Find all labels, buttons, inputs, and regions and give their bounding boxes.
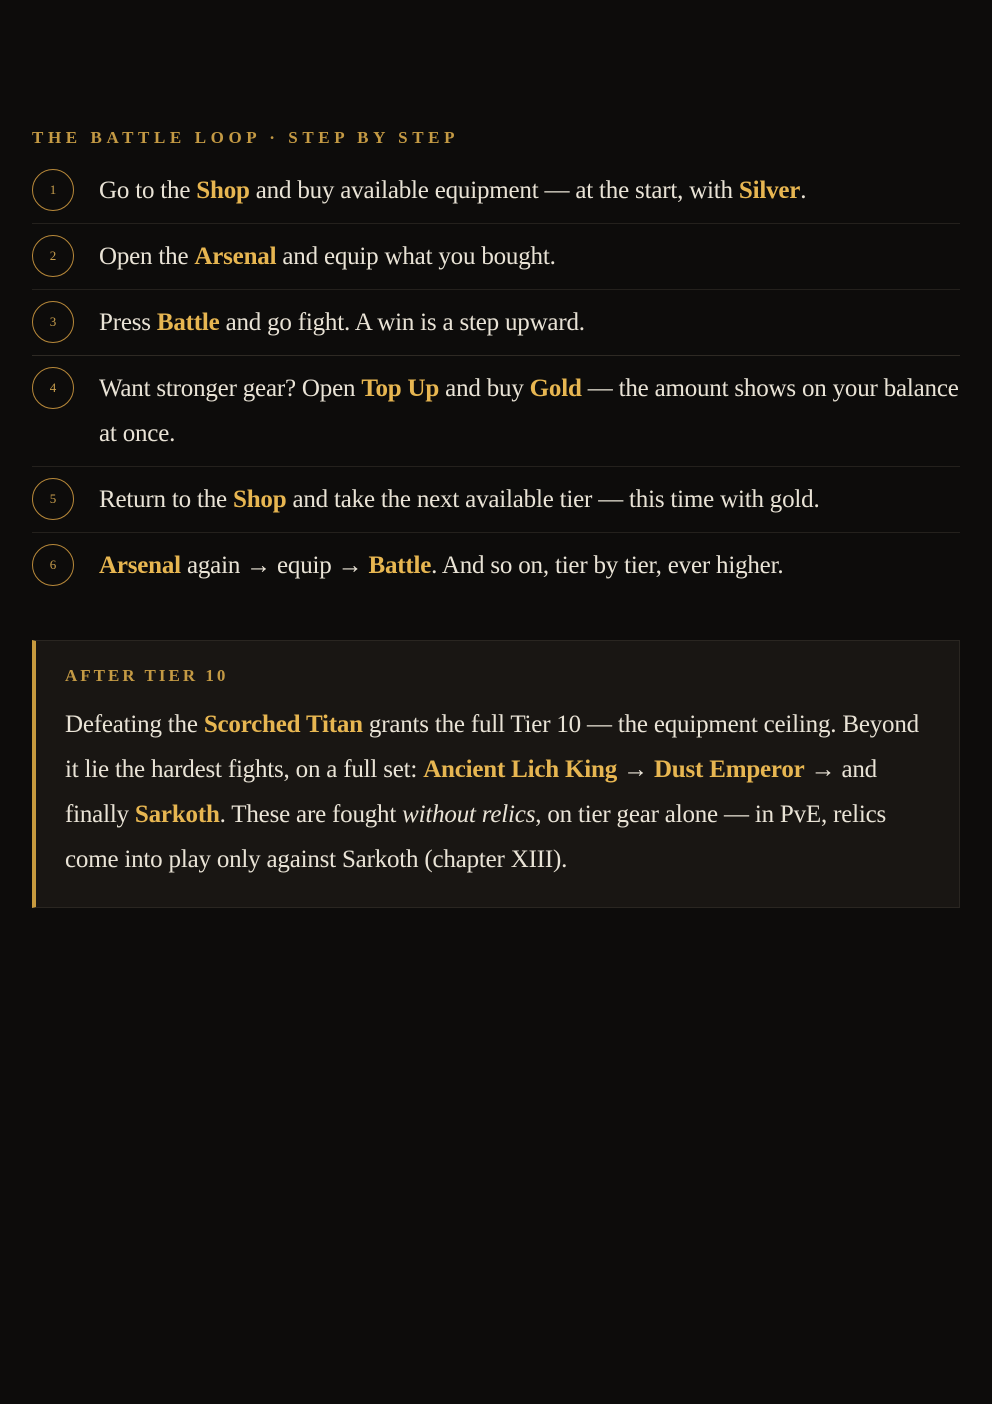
step-number-badge: 5 xyxy=(32,478,74,520)
keyword-shop: Shop xyxy=(196,177,250,204)
after-tier-10-callout xyxy=(32,640,960,908)
step-item xyxy=(32,290,960,356)
keyword-arsenal: Arsenal xyxy=(99,552,181,579)
keyword-dust-emperor: Dust Emperor xyxy=(653,756,805,783)
step-number-badge: 4 xyxy=(32,367,74,409)
keyword-silver: Silver xyxy=(738,177,801,204)
keyword-ancient-lich-king: Ancient Lich King xyxy=(423,756,618,783)
step-text: Press Battle and go fight. A win is a step upward. xyxy=(99,309,585,336)
callout-body: Defeating the Scorched Titan grants the full Tier 10 — the equipment ceiling. Beyond it lie the hardest fights, on a full set: Ancient Lich King → Dust Emperor → and finally Sarkoth. These are fought without relics, on tier gear alone — in PvE, relics come into play only against Sarkoth (chapter XIII). xyxy=(65,711,919,873)
keyword-top-up: Top Up xyxy=(361,375,440,402)
step-text: Want stronger gear? Open Top Up and buy Gold — the amount shows on your balance at once. xyxy=(99,375,959,447)
step-item xyxy=(32,467,960,533)
step-item xyxy=(32,158,960,224)
step-item xyxy=(32,533,960,598)
step-item xyxy=(32,224,960,290)
step-text: Return to the Shop and take the next available tier — this time with gold. xyxy=(99,486,820,513)
keyword-battle: Battle xyxy=(156,309,220,336)
emphasis-without-relics: without relics xyxy=(402,801,536,828)
battle-loop-page xyxy=(32,128,960,908)
section-title: THE BATTLE LOOP · STEP BY STEP xyxy=(32,128,460,147)
keyword-arsenal: Arsenal xyxy=(194,243,277,270)
keyword-shop: Shop xyxy=(232,486,287,513)
keyword-sarkoth: Sarkoth xyxy=(134,801,220,828)
step-text: Open the Arsenal and equip what you bought. xyxy=(99,243,556,270)
step-number-badge: 6 xyxy=(32,544,74,586)
keyword-battle: Battle xyxy=(368,552,432,579)
step-number-badge: 3 xyxy=(32,301,74,343)
step-number-badge: 2 xyxy=(32,235,74,277)
steps-list xyxy=(32,158,960,598)
step-text: Go to the Shop and buy available equipment — at the start, with Silver. xyxy=(99,177,807,204)
step-text: Arsenal again → equip → Battle. And so on, tier by tier, ever higher. xyxy=(99,552,784,579)
callout-title: AFTER TIER 10 xyxy=(65,666,229,685)
keyword-scorched-titan: Scorched Titan xyxy=(203,711,363,738)
keyword-gold: Gold xyxy=(529,375,582,402)
step-number-badge: 1 xyxy=(32,169,74,211)
step-item xyxy=(32,356,960,467)
